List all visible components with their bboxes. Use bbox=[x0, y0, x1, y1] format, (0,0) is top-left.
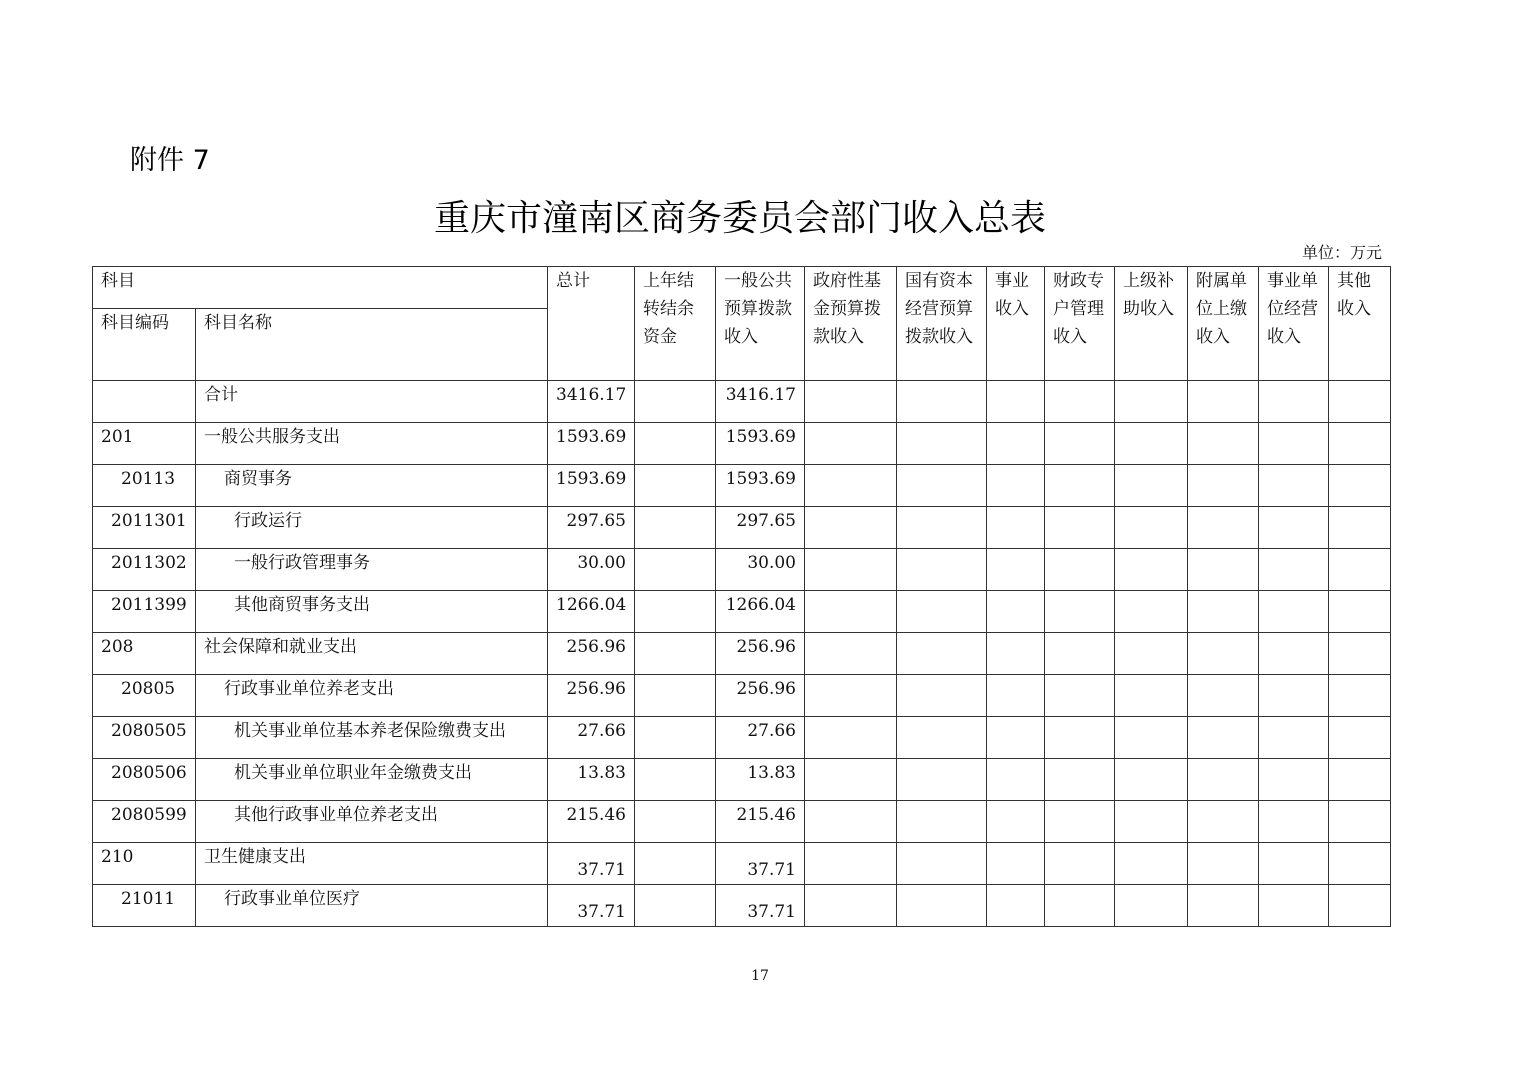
page-title: 重庆市潼南区商务委员会部门收入总表 bbox=[433, 198, 1046, 239]
table-row bbox=[93, 675, 1391, 717]
row-general-budget: 30.00 bbox=[716, 549, 805, 591]
row-general-budget: 3416.17 bbox=[716, 381, 805, 423]
header-affiliate-income: 附属单位上缴收入 bbox=[1188, 267, 1259, 381]
header-total: 总计 bbox=[548, 267, 635, 381]
header-subject-code: 科目编码 bbox=[93, 309, 196, 381]
row-name: 卫生健康支出 bbox=[196, 843, 548, 885]
row-total: 37.71 bbox=[548, 885, 635, 927]
row-general-budget: 1266.04 bbox=[716, 591, 805, 633]
row-total: 297.65 bbox=[548, 507, 635, 549]
row-name: 一般公共服务支出 bbox=[196, 423, 548, 465]
row-general-budget: 256.96 bbox=[716, 633, 805, 675]
row-total: 256.96 bbox=[548, 633, 635, 675]
row-general-budget: 37.71 bbox=[716, 885, 805, 927]
unit-label: 单位：万元 bbox=[1301, 243, 1382, 262]
row-total: 37.71 bbox=[548, 843, 635, 885]
table-row bbox=[93, 843, 1391, 885]
header-other-income: 其他收入 bbox=[1329, 267, 1391, 381]
header-subject-name: 科目名称 bbox=[196, 309, 548, 381]
table-row bbox=[93, 423, 1391, 465]
row-name: 行政运行 bbox=[196, 507, 548, 549]
header-special-account: 财政专户管理收入 bbox=[1045, 267, 1115, 381]
table-row bbox=[93, 633, 1391, 675]
row-total: 256.96 bbox=[548, 675, 635, 717]
row-code: 2080505 bbox=[93, 717, 196, 759]
row-code: 2011399 bbox=[93, 591, 196, 633]
row-code: 2080599 bbox=[93, 801, 196, 843]
row-general-budget: 297.65 bbox=[716, 507, 805, 549]
row-total: 1593.69 bbox=[548, 423, 635, 465]
header-gov-fund: 政府性基金预算拨款收入 bbox=[805, 267, 897, 381]
row-name: 社会保障和就业支出 bbox=[196, 633, 548, 675]
header-state-capital: 国有资本经营预算拨款收入 bbox=[897, 267, 987, 381]
revenue-table bbox=[92, 266, 1391, 927]
table-header-row bbox=[93, 267, 1391, 309]
row-code: 201 bbox=[93, 423, 196, 465]
row-name: 一般行政管理事务 bbox=[196, 549, 548, 591]
header-general-budget: 一般公共预算拨款收入 bbox=[716, 267, 805, 381]
row-code bbox=[93, 381, 196, 423]
row-name: 商贸事务 bbox=[196, 465, 548, 507]
row-code: 2011301 bbox=[93, 507, 196, 549]
row-general-budget: 27.66 bbox=[716, 717, 805, 759]
row-code: 2080506 bbox=[93, 759, 196, 801]
row-total: 215.46 bbox=[548, 801, 635, 843]
row-general-budget: 1593.69 bbox=[716, 465, 805, 507]
header-carryover: 上年结转结余资金 bbox=[635, 267, 716, 381]
row-name: 合计 bbox=[196, 381, 548, 423]
row-general-budget: 215.46 bbox=[716, 801, 805, 843]
row-code: 20805 bbox=[93, 675, 196, 717]
row-general-budget: 13.83 bbox=[716, 759, 805, 801]
table-row bbox=[93, 507, 1391, 549]
header-subject: 科目 bbox=[93, 267, 548, 309]
row-name: 机关事业单位基本养老保险缴费支出 bbox=[196, 717, 548, 759]
header-operation-income: 事业单位经营收入 bbox=[1259, 267, 1329, 381]
row-general-budget: 37.71 bbox=[716, 843, 805, 885]
row-code: 2011302 bbox=[93, 549, 196, 591]
table-row bbox=[93, 549, 1391, 591]
row-total: 3416.17 bbox=[548, 381, 635, 423]
row-code: 208 bbox=[93, 633, 196, 675]
row-total: 13.83 bbox=[548, 759, 635, 801]
row-total: 27.66 bbox=[548, 717, 635, 759]
header-superior-subsidy: 上级补助收入 bbox=[1115, 267, 1188, 381]
table-row bbox=[93, 717, 1391, 759]
row-name: 行政事业单位养老支出 bbox=[196, 675, 548, 717]
row-general-budget: 256.96 bbox=[716, 675, 805, 717]
row-code: 210 bbox=[93, 843, 196, 885]
row-total: 30.00 bbox=[548, 549, 635, 591]
page-number: 17 bbox=[751, 968, 769, 984]
attachment-label: 附件 7 bbox=[130, 145, 210, 176]
table-row bbox=[93, 381, 1391, 423]
header-business-income: 事业收入 bbox=[987, 267, 1045, 381]
row-code: 21011 bbox=[93, 885, 196, 927]
table-row bbox=[93, 465, 1391, 507]
row-general-budget: 1593.69 bbox=[716, 423, 805, 465]
row-name: 其他行政事业单位养老支出 bbox=[196, 801, 548, 843]
row-name: 行政事业单位医疗 bbox=[196, 885, 548, 927]
row-total: 1593.69 bbox=[548, 465, 635, 507]
table-row bbox=[93, 885, 1391, 927]
row-name: 其他商贸事务支出 bbox=[196, 591, 548, 633]
table-row bbox=[93, 759, 1391, 801]
table-row bbox=[93, 591, 1391, 633]
row-code: 20113 bbox=[93, 465, 196, 507]
row-name: 机关事业单位职业年金缴费支出 bbox=[196, 759, 548, 801]
row-total: 1266.04 bbox=[548, 591, 635, 633]
table-row bbox=[93, 801, 1391, 843]
